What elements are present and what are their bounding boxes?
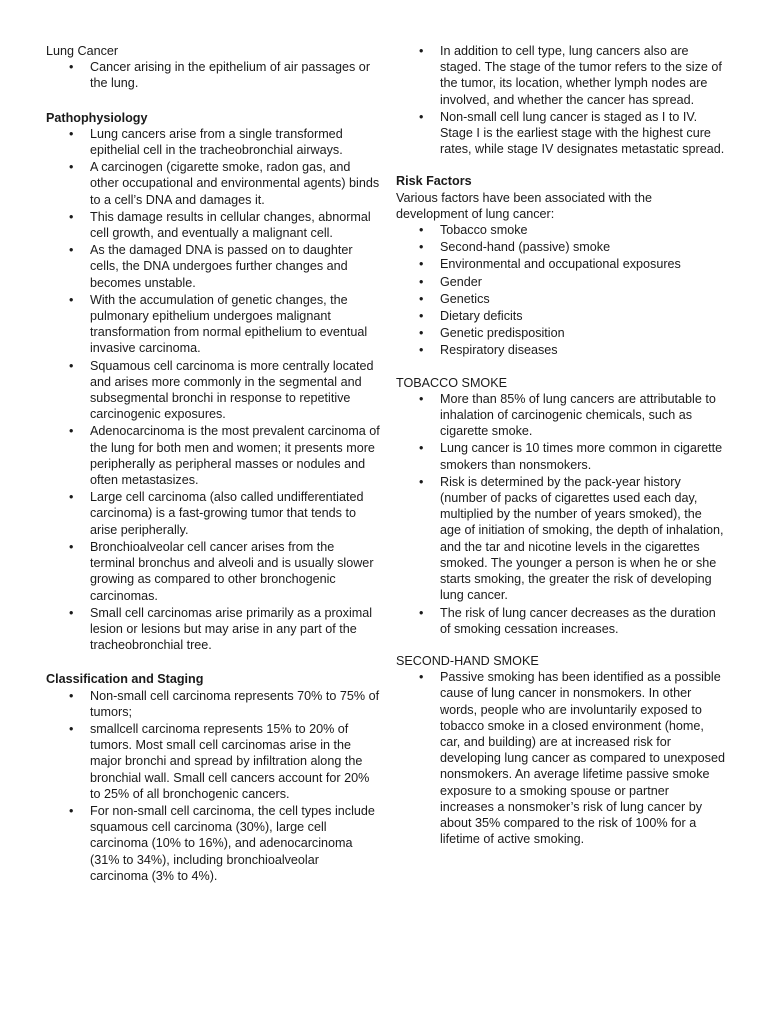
risk-factors-intro: Various factors have been associated with the development of lung cancer: xyxy=(396,190,652,221)
left-column xyxy=(46,43,380,885)
classification-list xyxy=(46,688,380,884)
list-item: • Genetics xyxy=(396,291,726,307)
list-item: • Gender xyxy=(396,274,726,290)
pathophysiology-heading: Pathophysiology xyxy=(46,110,148,125)
list-item: • Large cell carcinoma (also called undifferentiated carcinoma) is a fast-growing tumor that tends to arise peripherally. xyxy=(46,489,380,538)
risk-factors-list xyxy=(396,222,726,359)
list-item: • As the damaged DNA is passed on to daughter cells, the DNA undergoes further changes and becomes unstable. xyxy=(46,242,380,291)
list-item: • Adenocarcinoma is the most prevalent carcinoma of the lung for both men and women; it presents more peripherally as peripheral masses or nodules and often metastasizes. xyxy=(46,423,380,488)
right-column xyxy=(396,43,726,848)
list-item: • Lung cancer is 10 times more common in cigarette smokers than nonsmokers. xyxy=(396,440,726,472)
tobacco-smoke-list xyxy=(396,391,726,637)
list-item: • Second-hand (passive) smoke xyxy=(396,239,726,255)
list-item: • In addition to cell type, lung cancers also are staged. The stage of the tumor refers to the size of the tumor, its location, whether lymph nodes are involved, and whether the cancer has spread. xyxy=(396,43,726,108)
list-item: • More than 85% of lung cancers are attributable to inhalation of carcinogenic chemicals, such as cigarette smoke. xyxy=(396,391,726,440)
classification-heading: Classification and Staging xyxy=(46,672,204,687)
list-item: • Squamous cell carcinoma is more centrally located and arises more commonly in the segmental and subsegmental bronchi in response to repetitive carcinogenic exposures. xyxy=(46,358,380,423)
list-item: • This damage results in cellular changes, abnormal cell growth, and eventually a malignant cell. xyxy=(46,209,380,241)
list-item: • Tobacco smoke xyxy=(396,222,726,238)
lung-cancer-title: Lung Cancer xyxy=(46,44,119,58)
second-hand-smoke-title: SECOND-HAND SMOKE xyxy=(396,653,539,668)
list-item: • Risk is determined by the pack-year history (number of packs of cigarettes used each day, multiplied by the number of years smoked), the age of initiation of smoking, the depth of inhalation, and the tar and nicotine levels in the cigarettes smoked. The younger a person is when he or she starts smoking, the greater the risk of developing lung cancer. xyxy=(396,474,726,604)
list-item: • A carcinogen (cigarette smoke, radon gas, and other occupational and environmental agents) binds to a cell’s DNA and damages it. xyxy=(46,159,380,208)
tobacco-smoke-title: TOBACCO SMOKE xyxy=(396,375,508,390)
list-item: • Genetic predisposition xyxy=(396,325,726,341)
list-item: • For non-small cell carcinoma, the cell types include squamous cell carcinoma (30%), large cell carcinoma (10% to 16%), and adenocarcinoma (31% to 34%), including bronchioalveolar carcinoma (3% to 4%). xyxy=(46,803,380,884)
list-item: • Non-small cell carcinoma represents 70% to 75% of tumors; xyxy=(46,688,380,720)
pathophysiology-list xyxy=(46,126,380,654)
list-item: • Environmental and occupational exposures xyxy=(396,256,726,272)
list-item: • Lung cancers arise from a single transformed epithelial cell in the tracheobronchial airways. xyxy=(46,126,380,158)
list-item: • smallcell carcinoma represents 15% to 20% of tumors. Most small cell carcinomas arise in the major bronchi and spread by infiltration along the bronchial wall. Small cell cancers account for 20% to 25% of all bronchogenic cancers. xyxy=(46,721,380,802)
second-hand-smoke-list xyxy=(396,669,726,847)
list-item: • The risk of lung cancer decreases as the duration of smoking cessation increases. xyxy=(396,605,726,637)
list-item: • Bronchioalveolar cell cancer arises from the terminal bronchus and alveoli and is usually slower growing as compared to other bronchogenic carcinomas. xyxy=(46,539,380,604)
list-item: • Non-small cell lung cancer is staged as I to IV. Stage I is the earliest stage with the highest cure rates, while stage IV designates metastatic spread. xyxy=(396,109,726,158)
list-item: • Respiratory diseases xyxy=(396,342,726,358)
list-item: • With the accumulation of genetic changes, the pulmonary epithelium undergoes malignant transformation from normal epithelium to eventual invasive carcinoma. xyxy=(46,292,380,357)
list-item: • Cancer arising in the epithelium of air passages or the lung. xyxy=(46,59,380,91)
list-item: • Passive smoking has been identified as a possible cause of lung cancer in nonsmokers. In other words, people who are involuntarily exposed to tobacco smoke in a closed environment (home, car, and building) are at increased risk for developing lung cancer as compared to unexposed nonsmokers. An average lifetime passive smoke exposure to a smoking spouse or partner increases a nonsmoker’s risk of lung cancer by about 35% compared to the risk of 100% for a lifetime of active smoking. xyxy=(396,669,726,847)
staging-continued-list xyxy=(396,43,726,157)
list-item: • Small cell carcinomas arise primarily as a proximal lesion or lesions but may arise in any part of the tracheobronchial tree. xyxy=(46,605,380,654)
risk-factors-heading: Risk Factors xyxy=(396,174,472,189)
list-item: • Dietary deficits xyxy=(396,308,726,324)
intro-list xyxy=(46,59,380,91)
